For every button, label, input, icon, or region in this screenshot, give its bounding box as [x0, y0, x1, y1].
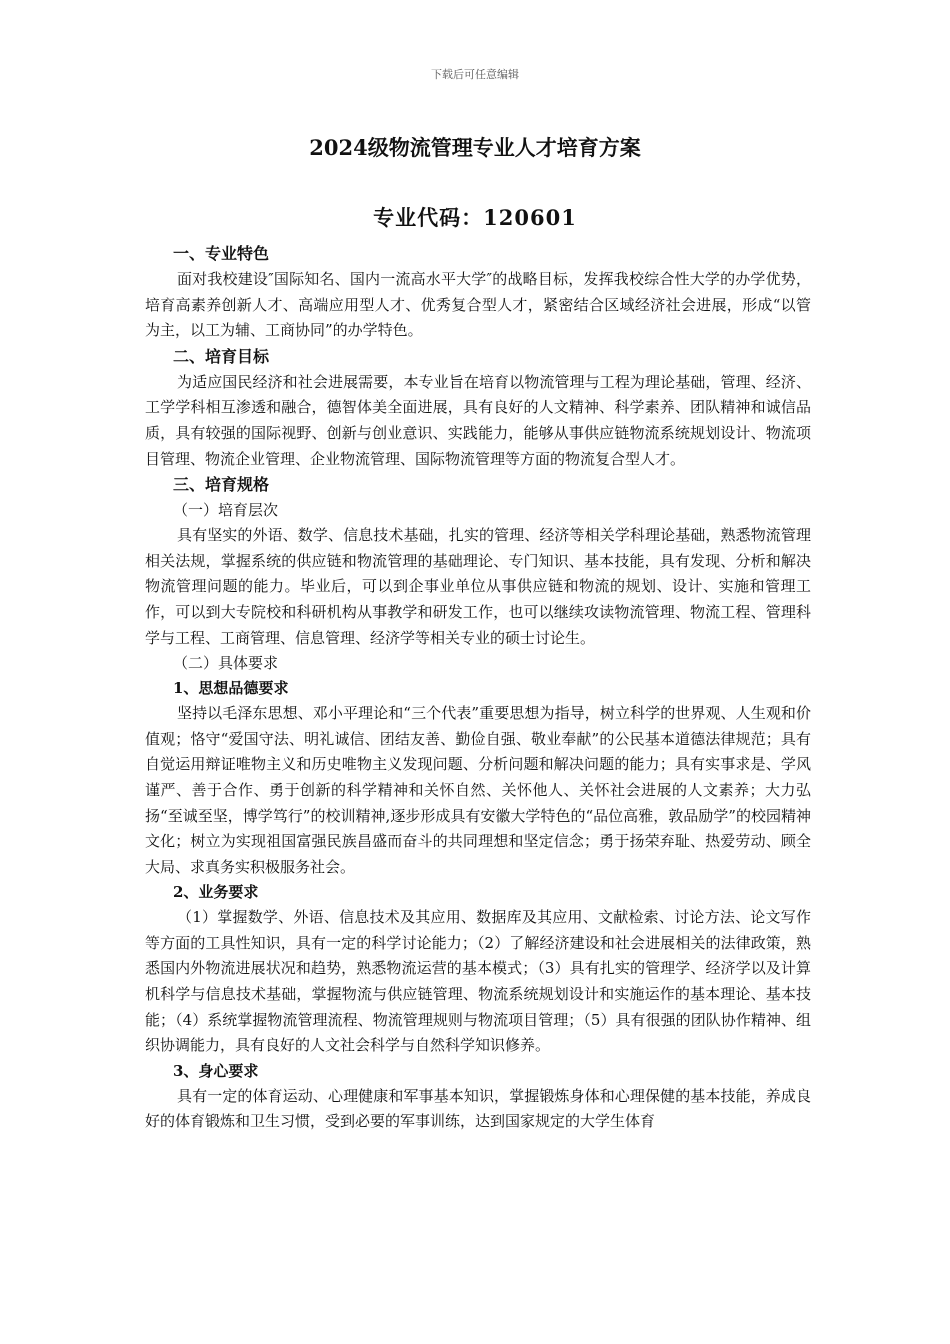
paragraph-goals: 为适应国民经济和社会进展需要，本专业旨在培育以物流管理与工程为理论基础，管理、经济、工学学科相互渗透和融合，德智体美全面进展，具有良好的人文精神、科学素养、团队精神和诚信品质，具有较强的国际视野、创新与创业意识、实践能力，能够从事供应链物流系统规划设计、物流项目管理、物流企业管理、企业物流管理、国际物流管理等方面的物流复合型人才。 [145, 372, 811, 468]
paragraph-moral: 坚持以毛泽东思想、邓小平理论和“三个代表”重要思想为指导，树立科学的世界观、人生观和价值观；恪守“爱国守法、明礼诚信、团结友善、勤俭自强、敬业奉献”的公民基本道德法律规范；具有自觉运用辩证唯物主义和历史唯物主义发现问题、分析问题和解决问题的能力；具有实事求是、学风谨严、善于合作、勇于创新的科学精神和关怀自然、关怀他人、关怀社会进展的人文素养；大力弘扬“至诚至坚，博学笃行”的校训精神,逐步形成具有安徽大学特色的“品位高雅，敦品励学”的校园精神文化；树立为实现祖国富强民族昌盛而奋斗的共同理想和坚定信念；勇于扬荣弃耻、热爱劳动、顾全大局、求真务实积极服务社会。 [145, 704, 811, 876]
item-heading-professional: 2、业务要求 [173, 883, 259, 902]
subsection-heading-level: （一）培育层次 [173, 501, 279, 520]
paragraph-physical: 具有一定的体育运动、心理健康和军事基本知识，掌握锻炼身体和心理保健的基本技能，养成良好的体育锻炼和卫生习惯，受到必要的军事训练，达到国家规定的大学生体育 [145, 1086, 811, 1131]
section-heading-goals: 二、培育目标 [173, 346, 270, 366]
subsection-heading-requirements: （二）具体要求 [173, 654, 279, 673]
document-body [145, 241, 811, 1135]
section-heading-specs: 三、培育规格 [173, 475, 270, 495]
paragraph-features: 面对我校建设″国际知名、国内一流高水平大学″的战略目标，发挥我校综合性大学的办学优势，培育高素养创新人才、高端应用型人才、优秀复合型人才，紧密结合区域经济社会进展，形成“以管为主，以工为辅、工商协同”的办学特色。 [145, 270, 811, 340]
item-heading-moral: 1、思想品德要求 [173, 679, 289, 698]
major-code: 专业代码：120601 [373, 205, 577, 230]
item-heading-physical: 3、身心要求 [173, 1061, 259, 1080]
header-note: 下载后可任意编辑 [431, 68, 519, 81]
paragraph-professional: （1）掌握数学、外语、信息技术及其应用、数据库及其应用、文献检索、讨论方法、论文写作等方面的工具性知识，具有一定的科学讨论能力；（2）了解经济建设和社会进展相关的法律政策，熟悉国内外物流进展状况和趋势，熟悉物流运营的基本模式；（3）具有扎实的管理学、经济学以及计算机科学与信息技术基础，掌握物流与供应链管理、物流系统规划设计和实施运作的基本理论、基本技能；（4）系统掌握物流管理流程、物流管理规则与物流项目管理；（5）具有很强的团队协作精神、组织协调能力，具有良好的人文社会科学与自然科学知识修养。 [145, 908, 811, 1055]
document-title: 2024级物流管理专业人才培育方案 [309, 135, 641, 160]
paragraph-level: 具有坚实的外语、数学、信息技术基础，扎实的管理、经济等相关学科理论基础，熟悉物流管理相关法规，掌握系统的供应链和物流管理的基础理论、专门知识、基本技能，具有发现、分析和解决物流管理问题的能力。毕业后，可以到企事业单位从事供应链和物流的规划、设计、实施和管理工作，可以到大专院校和科研机构从事教学和研发工作，也可以继续攻读物流管理、物流工程、管理科学与工程、工商管理、信息管理、经济学等相关专业的硕士讨论生。 [145, 526, 811, 647]
section-heading-features: 一、专业特色 [173, 244, 270, 263]
